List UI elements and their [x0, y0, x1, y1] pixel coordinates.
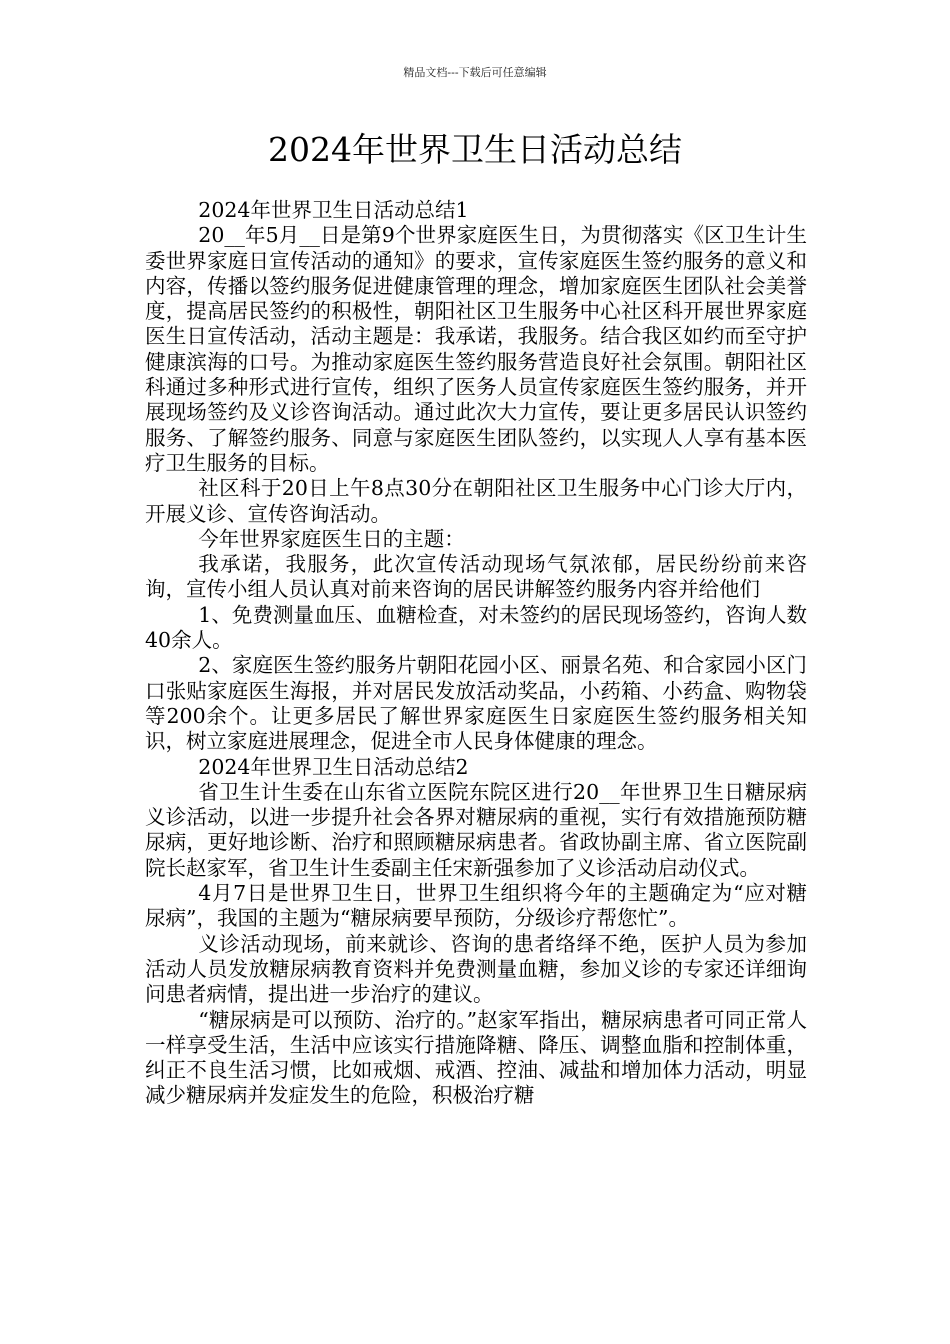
section-heading-2: 2024年世界卫生日活动总结2: [198, 754, 469, 779]
body-paragraph: 省卫生计生委在山东省立医院东院区进行20__年世界卫生日糖尿病义诊活动，以进一步提升社会各界对糖尿病的重视，实行有效措施预防糖尿病，更好地诊断、治疗和照顾糖尿病患者。省政协副主席、省立医院副院长赵家军，省卫生计生委副主任宋新强参加了义诊活动启动仪式。: [145, 779, 807, 880]
page-header-note: 精品文档---下载后可任意编辑: [403, 66, 547, 79]
body-paragraph: 社区科于20日上午8点30分在朝阳社区卫生服务中心门诊大厅内，开展义诊、宣传咨询活动。: [145, 476, 807, 526]
body-paragraph: 义诊活动现场，前来就诊、咨询的患者络绎不绝，医护人员为参加活动人员发放糖尿病教育资料并免费测量血糖，参加义诊的专家还详细询问患者病情，提出进一步治疗的建议。: [145, 931, 807, 1007]
body-paragraph: 20__年5月__日是第9个世界家庭医生日，为贯彻落实《区卫生计生委世界家庭日宣传活动的通知》的要求，宣传家庭医生签约服务的意义和内容，传播以签约服务促进健康管理的理念，增加家庭医生团队社会美誉度，提高居民签约的积极性，朝阳社区卫生服务中心社区科开展世界家庭医生日宣传活动，活动主题是：我承诺，我服务。结合我区如约而至守护健康滨海的口号。为推动家庭医生签约服务营造良好社会氛围。朝阳社区科通过多种形式进行宣传，组织了医务人员宣传家庭医生签约服务，并开展现场签约及义诊咨询活动。通过此次大力宣传，要让更多居民认识签约服务、了解签约服务、同意与家庭医生团队签约，以实现人人享有基本医疗卫生服务的目标。: [145, 223, 807, 475]
document-title: 2024年世界卫生日活动总结: [268, 130, 682, 169]
body-paragraph: 我承诺，我服务，此次宣传活动现场气氛浓郁，居民纷纷前来咨询，宣传小组人员认真对前来咨询的居民讲解签约服务内容并给他们: [145, 552, 807, 602]
document-body: [145, 198, 807, 1109]
section-heading-1: 2024年世界卫生日活动总结1: [198, 198, 469, 222]
list-item-2: 2、家庭医生签约服务片朝阳花园小区、丽景名苑、和合家园小区门口张贴家庭医生海报，并对居民发放活动奖品，小药箱、小药盒、购物袋等200余个。让更多居民了解世界家庭医生日家庭医生签约服务相关知识，树立家庭进展理念，促进全市人民身体健康的理念。: [145, 653, 807, 754]
body-paragraph: “糖尿病是可以预防、治疗的。”赵家军指出，糖尿病患者可同正常人一样享受生活，生活中应该实行措施降糖、降压、调整血脂和控制体重，纠正不良生活习惯，比如戒烟、戒酒、控油、减盐和增加体力活动，明显减少糖尿病并发症发生的危险，积极治疗糖: [145, 1007, 807, 1108]
body-paragraph: 今年世界家庭医生日的主题：: [198, 526, 465, 551]
list-item-1: 1、免费测量血压、血糖检查，对未签约的居民现场签约，咨询人数40余人。: [145, 602, 807, 653]
body-paragraph: 4月7日是世界卫生日，世界卫生组织将今年的主题确定为“应对糖尿病”，我国的主题为“糖尿病要早预防，分级诊疗帮您忙”。: [145, 881, 807, 931]
